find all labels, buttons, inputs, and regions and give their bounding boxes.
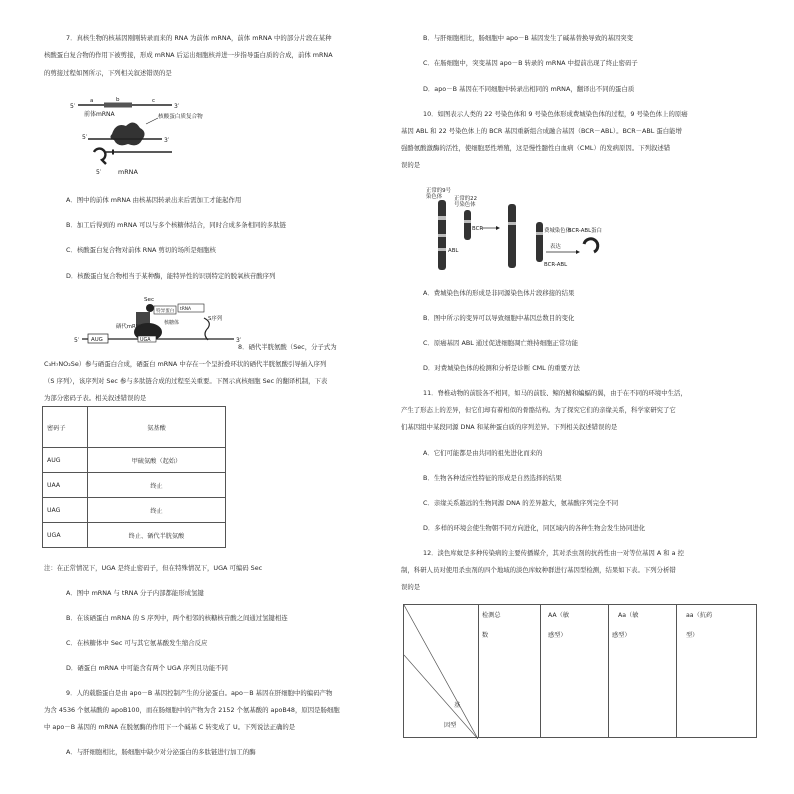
q7-stem-line1: 7．真核生物的核基因刚刚转录而来的 RNA 为前体 mRNA，前体 mRNA 中的部分片段在某种 <box>66 34 332 42</box>
fig7-3prime-a: 3′ <box>174 103 180 110</box>
fig7-label-a: a <box>90 98 94 104</box>
codon-cell: AUG <box>43 448 88 473</box>
q10-stem-line3: 强酪氨酸激酶的活性，使细胞恶性增殖，这是慢性髓性白血病（CML）的发病原因。下列叙述错 <box>401 144 671 152</box>
q11-stem-line1: 11．脊椎动物的前肢各不相同，如马的前肢、鲸的鳍和蝙蝠的翼，由于在不同的环境中生活， <box>423 389 687 397</box>
table-row <box>43 407 226 448</box>
q8-option-a: A．图中 mRNA 与 tRNA 分子内部都能形成氢键 <box>66 589 204 597</box>
header-total-b: 数 <box>482 632 489 639</box>
q11-option-b: B．生物各种适应性特征的形成是自然选择的结果 <box>423 474 562 482</box>
q7-option-b: B．加工后得到的 mRNA 可以与多个核糖体结合，同时合成多条相同的多肽链 <box>66 221 286 229</box>
q8-stem-line2: C₃H₇NO₂Se）参与硒蛋白合成，硒蛋白 mRNA 中存在一个呈折叠环状的硒代半胱氨酸引导插入序列 <box>44 360 327 368</box>
genotype-table <box>403 604 757 738</box>
q11-option-a: A．它们可能都是由共同的祖先进化而来的 <box>423 449 543 457</box>
fig7-complex-label: 核酸蛋白质复合物 <box>158 114 203 120</box>
q10-option-c: C．原癌基因 ABL 通过促进细胞凋亡维持细胞正常功能 <box>423 339 579 347</box>
nucleoprotein-complex-blob <box>110 122 144 145</box>
fig8-sec-label: Sec <box>144 297 155 303</box>
fig8-uga-label: UGA <box>140 338 151 343</box>
q9-stem-line1: 9．人的载脂蛋白是由 apo－B 基因控制产生的分泌蛋白。apo－B 基因在肝细胞中的编码产物 <box>66 689 333 697</box>
q7-option-c: C．核酸蛋白复合物对前体 RNA 剪切的场所是细胞核 <box>66 246 216 254</box>
fig7-5prime-a: 5′ <box>70 103 76 110</box>
fig7-5prime-c: 5′ <box>96 169 102 176</box>
fig7-5prime-b: 5′ <box>82 134 88 141</box>
q8-note: 注：在正常情况下，UGA 是终止密码子，但在特殊情况下，UGA 可编码 Sec <box>44 564 263 572</box>
fig7-mrna-label: mRNA <box>118 168 138 176</box>
q10-stem-line2: 基因 ABL 和 22 号染色体上的 BCR 基因重新组合成融合基因（BCR－ABL）。BCR－ABL 蛋白能增 <box>401 127 682 135</box>
amino-acid-cell: 终止 <box>88 498 226 523</box>
header-resistant-a: aa（抗药 <box>686 612 713 619</box>
header-aa-het-a: Aa（敏 <box>618 612 639 619</box>
q8-option-b: B．在该硒蛋白 mRNA 的 S 序列中，两个相邻的核糖核苷酸之间通过氢键相连 <box>66 614 288 622</box>
amino-acid-cell: 甲硫氨酸（起始） <box>88 448 226 473</box>
codon-table <box>42 406 226 548</box>
fig7-pre-mrna-label: 前体mRNA <box>84 111 115 118</box>
q7-option-d: D．核酸蛋白复合物相当于某种酶，能特异性的识别特定的脱氧核苷酸序列 <box>66 272 276 280</box>
fig10-ph-label: 费城染色体 <box>544 228 571 234</box>
q8-stem-line1: 8．硒代半胱氨酸（Sec，分子式为 <box>238 343 337 351</box>
header-aa-b: 感型） <box>548 632 567 639</box>
q10-stem-line4: 误的是 <box>401 161 421 169</box>
q10-stem-line1: 10．如图表示人类的 22 号染色体和 9 号染色体形成费城染色体的过程，9 号染色体上的原癌 <box>423 110 688 118</box>
q10-option-d: D．对费城染色体的检测和分析是诊断 CML 的重要方法 <box>423 364 580 372</box>
fig7-label-c: c <box>152 98 156 104</box>
philadelphia-chromosome <box>536 222 543 262</box>
corner-diagonal <box>404 605 478 739</box>
intron-b-segment <box>104 103 132 108</box>
bcr-abl-protein-shape <box>584 239 598 252</box>
header-resistant-b: 型） <box>686 632 699 639</box>
q9-option-b: B．与肝细胞相比，肠细胞中 apo－B 基因发生了碱基替换导致的基因突变 <box>423 34 634 42</box>
header-total-a: 检测总 <box>482 612 501 619</box>
corner-label-a: 基 <box>454 702 461 709</box>
fig10-bcr-label: BCR <box>472 226 484 232</box>
q9-option-d: D．apo－B 基因在不同细胞中转录出相同的 mRNA，翻译出不同的蛋白质 <box>423 85 635 93</box>
codon-header: 密码子 <box>43 407 88 448</box>
table-row <box>43 523 226 548</box>
q10-option-b: B．图中所示的变异可以导致细胞中基因总数目的变化 <box>423 314 575 322</box>
fig10-chr9-label-1: 正常的9号 <box>426 188 451 194</box>
q9-stem-line3: 中 apo－B 基因的 mRNA 在脱氨酶的作用下一个碱基 C 转变成了 U。下列说法正确的是 <box>44 723 296 731</box>
amino-acid-cell: 终止、硒代半胱氨酸 <box>88 523 226 548</box>
q11-option-c: C．亲缘关系越远的生物同源 DNA 的差异越大，氨基酸序列完全不同 <box>423 499 619 507</box>
codon-cell: UGA <box>43 523 88 548</box>
fig8-ribosome-label: 核糖体 <box>164 320 180 326</box>
q11-stem-line3: 们基因组中某段同源 DNA 和某种蛋白质的序列差异。下列相关叙述错误的是 <box>401 423 618 431</box>
q12-stem-line3: 误的是 <box>401 583 421 591</box>
table-row <box>43 498 226 523</box>
fig10-express-label: 表达 <box>550 244 561 250</box>
codon-cell: UAG <box>43 498 88 523</box>
amino-acid-cell: 终止 <box>88 473 226 498</box>
q12-stem-line1: 12．淡色库蚊是多种传染病的主要传播媒介，其对杀虫剂的抗药性由一对等位基因 A 和 a 控 <box>423 549 684 557</box>
fig8-trna-label: tRNA <box>180 307 192 312</box>
header-aa-het-b: 感型） <box>612 632 631 639</box>
chromosome-9 <box>438 200 446 270</box>
table-row <box>43 473 226 498</box>
q7-option-a: A．图中的前体 mRNA 由核基因转录出来后需加工才能起作用 <box>66 196 242 204</box>
excised-intron-loop <box>94 149 106 164</box>
fig8-mrna-label: 硒代mRNA <box>116 324 144 330</box>
table-row <box>43 448 226 473</box>
q12-stem-line2: 制，科研人员对使用杀虫剂的四个地域的淡色库蚊种群进行基因型检测，结果如下表。下列分析错 <box>401 566 676 574</box>
fig10-chr22-label-1: 正常的22 <box>454 196 478 202</box>
fig7-3prime-b: 3′ <box>164 137 170 144</box>
fig8-aug-label: AUG <box>91 337 103 343</box>
header-aa-a: AA（敏 <box>548 612 570 619</box>
q8-option-d: D．硒蛋白 mRNA 中可能含有两个 UGA 序列且功能不同 <box>66 664 228 672</box>
q11-option-d: D．多样的环境会使生物朝不同方向进化，同区域内的各种生物会发生协同进化 <box>423 524 646 532</box>
q7-stem-line3: 的剪接过程如图所示，下列相关叙述错误的是 <box>44 69 172 77</box>
sec-molecule <box>146 304 154 312</box>
q9-stem-line2: 为含 4536 个氨基酸的 apoB100，而在肠细胞中的产物为含 2152 个氨基酸的 apoB48，原因是肠细胞 <box>44 706 340 714</box>
fig10-bcr-abl-label: BCR-ABL <box>544 262 568 268</box>
fig8-3prime: 3′ <box>236 337 242 344</box>
q9-option-a: A．与肝细胞相比，肠细胞中缺少对分泌蛋白的多肽链进行加工的酶 <box>66 748 256 756</box>
fig10-abl-label: ABL <box>448 248 459 254</box>
codon-cell: UAA <box>43 473 88 498</box>
fig7-label-b: b <box>116 97 120 103</box>
q8-stem-line3: （S 序列），该序列对 Sec 参与多肽链合成的过程至关重要。下图示真核细胞 Sec 的翻译机制，下表 <box>44 377 328 385</box>
fig8-5prime: 5′ <box>74 337 80 344</box>
q8-option-c: C．在核糖体中 Sec 可与其它氨基酸发生缩合反应 <box>66 639 208 647</box>
fig10-bcr-abl-protein-label: BCR-ABL蛋白 <box>568 228 602 234</box>
sec-translation-figure <box>74 294 244 352</box>
translocated-chromosome-9 <box>508 204 516 268</box>
q9-option-c: C．在肠细胞中，突变基因 apo－B 转录的 mRNA 中提前出现了终止密码子 <box>423 59 638 67</box>
fig10-chr9-label-2: 染色体 <box>426 194 443 200</box>
amino-acid-header: 氨基酸 <box>88 407 226 448</box>
q11-stem-line2: 产生了形态上的差异，但它们却有着相似的骨骼结构。为了探究它们的亲缘关系，科学家研究了它 <box>401 406 676 414</box>
q7-stem-line2: 核酸蛋白复合物的作用下被剪接，形成 mRNA 后运出细胞核并进一步指导蛋白质的合成，前体 mRNA <box>44 51 333 59</box>
q10-option-a: A．费城染色体的形成是非同源染色体片段移接的结果 <box>423 289 575 297</box>
q8-stem-line4: 为部分密码子表。相关叙述错误的是 <box>44 394 147 402</box>
corner-label-b: 因型 <box>444 722 457 729</box>
chromosome-22 <box>464 210 471 240</box>
fig8-s-seq-label: S序列 <box>208 316 223 322</box>
fig10-chr22-label-2: 号染色体 <box>454 202 476 208</box>
fig8-factor-label: 特异蛋白 <box>156 309 175 314</box>
philadelphia-chromosome-figure <box>426 186 602 276</box>
splicing-figure <box>62 94 210 180</box>
